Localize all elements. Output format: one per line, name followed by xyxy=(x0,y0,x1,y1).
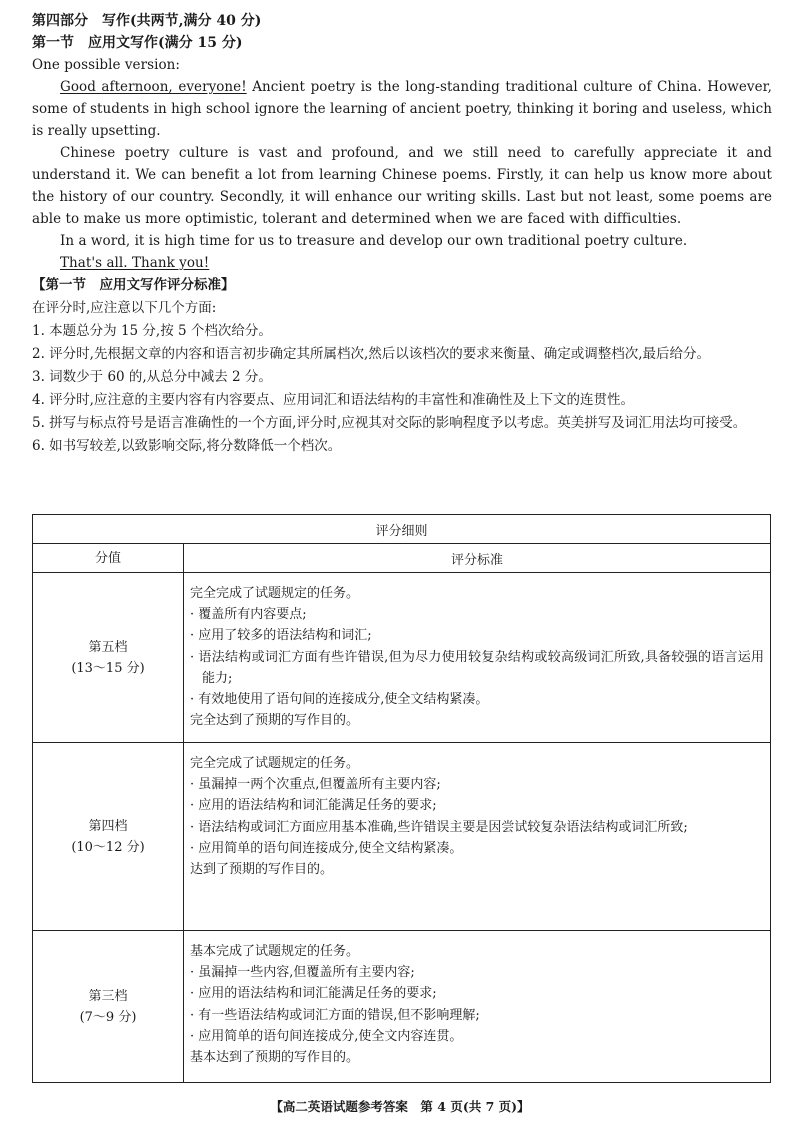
rubric-row xyxy=(33,573,771,743)
criteria-item: 5. 拼写与标点符号是语言准确性的一个方面,评分时,应视其对交际的影响程度予以考虑。英美拼写及词汇用法均可接受。 xyxy=(32,415,747,431)
rubric-bullet: · 应用简单的语句间连接成分,使全文结构紧凑。 xyxy=(190,840,463,856)
rubric-line: 完全达到了预期的写作目的。 xyxy=(190,713,360,729)
rubric-row xyxy=(33,931,771,1083)
rubric-line: 完全完成了试题规定的任务。 xyxy=(190,756,360,771)
rubric-range: (10～12 分) xyxy=(71,839,145,855)
rubric-level: 第五档 xyxy=(88,639,128,655)
rubric-bullet: · 应用了较多的语法结构和词汇; xyxy=(190,628,372,644)
rubric-title: 评分细则 xyxy=(33,515,771,544)
rubric-range: (7～9 分) xyxy=(79,1009,137,1025)
criteria-lead: 在评分时,应注意以下几个方面: xyxy=(32,300,217,316)
essay-greeting: Good afternoon, everyone! xyxy=(60,79,247,95)
rubric-bullet: · 虽漏掉一两个次重点,但覆盖所有主要内容; xyxy=(190,777,441,793)
rubric-bullet: · 虽漏掉一些内容,但覆盖所有主要内容; xyxy=(190,965,415,981)
section-heading: 第一节 应用文写作(满分 15 分) xyxy=(32,35,243,51)
rubric-bullet: · 有一些语法结构或词汇方面的错误,但不影响理解; xyxy=(190,1007,480,1023)
rubric-table xyxy=(32,514,771,1083)
rubric-standard-cell xyxy=(184,573,771,743)
page-footer: 【高二英语试题参考答案 第 4 页(共 7 页)】 xyxy=(270,1099,530,1114)
essay-closing: That's all. Thank you! xyxy=(60,255,210,271)
rubric-standard-cell xyxy=(184,931,771,1083)
sample-essay xyxy=(32,54,772,274)
criteria-block xyxy=(32,274,772,458)
rubric-level-cell xyxy=(33,931,184,1083)
rubric-range: (13～15 分) xyxy=(71,660,145,676)
rubric-bullet: · 语法结构或词汇方面应用基本准确,些许错误主要是因尝试较复杂语法结构或词汇所致; xyxy=(190,819,688,835)
rubric-line: 完全完成了试题规定的任务。 xyxy=(190,586,360,601)
rubric-level-cell xyxy=(33,573,184,743)
criteria-item: 3. 词数少于 60 的,从总分中减去 2 分。 xyxy=(32,369,272,385)
rubric-level: 第四档 xyxy=(88,818,128,834)
rubric-header-standard: 评分标准 xyxy=(184,544,771,573)
rubric-line: 基本达到了预期的写作目的。 xyxy=(190,1050,360,1066)
criteria-item: 1. 本题总分为 15 分,按 5 个档次给分。 xyxy=(32,323,272,339)
page-content xyxy=(32,10,772,458)
criteria-item: 4. 评分时,应注意的主要内容有内容要点、应用词汇和语法结构的丰富性和准确性及上下文的连贯性。 xyxy=(32,392,634,408)
criteria-item: 2. 评分时,先根据文章的内容和语言初步确定其所属档次,然后以该档次的要求来衡量、确定或调整档次,最后给分。 xyxy=(32,346,711,362)
rubric-bullet: · 应用的语法结构和词汇能满足任务的要求; xyxy=(190,798,437,814)
part-heading: 第四部分 写作(共两节,满分 40 分) xyxy=(32,13,262,29)
rubric-bullet: · 有效地使用了语句间的连接成分,使全文结构紧凑。 xyxy=(190,692,489,708)
essay-paragraph-3: In a word, it is high time for us to treasure and develop our own traditional poetry culture. xyxy=(60,233,688,249)
rubric-bullet: · 语法结构或词汇方面有些许错误,但为尽力使用较复杂结构或较高级词汇所致,具备较强的语言运用能力; xyxy=(190,649,764,686)
rubric-standard-cell xyxy=(184,743,771,931)
rubric-bullet: · 覆盖所有内容要点; xyxy=(190,607,307,623)
rubric-bullet: · 应用简单的语句间连接成分,使全文内容连贯。 xyxy=(190,1028,463,1044)
rubric-level-cell xyxy=(33,743,184,931)
rubric-line: 达到了预期的写作目的。 xyxy=(190,862,334,878)
rubric-header-score: 分值 xyxy=(33,544,184,573)
essay-paragraph-1 xyxy=(32,76,772,142)
criteria-title: 【第一节 应用文写作评分标准】 xyxy=(32,277,235,293)
criteria-item: 6. 如书写较差,以致影响交际,将分数降低一个档次。 xyxy=(32,438,342,454)
essay-p1-body: Ancient poetry is the long-standing traditional culture of China. However, some of students in high school ignore the learning of ancient poetry, thinking it boring and useless, which is really upsetting. xyxy=(32,79,772,139)
essay-intro: One possible version: xyxy=(32,57,180,73)
rubric-line: 基本完成了试题规定的任务。 xyxy=(190,944,360,959)
rubric-row xyxy=(33,743,771,931)
rubric-level: 第三档 xyxy=(88,988,128,1004)
essay-paragraph-2: Chinese poetry culture is vast and profound, and we still need to carefully appreciate it and understand it. We can benefit a lot from learning Chinese poems. Firstly, it can help us know more about the history of our country. Secondly, it will enhance our writing skills. Last but not least, some poems are able to make us more optimistic, tolerant and determined when we are faced with difficulties. xyxy=(32,145,772,227)
rubric-bullet: · 应用的语法结构和词汇能满足任务的要求; xyxy=(190,986,437,1002)
essay-closing-line xyxy=(32,252,772,274)
